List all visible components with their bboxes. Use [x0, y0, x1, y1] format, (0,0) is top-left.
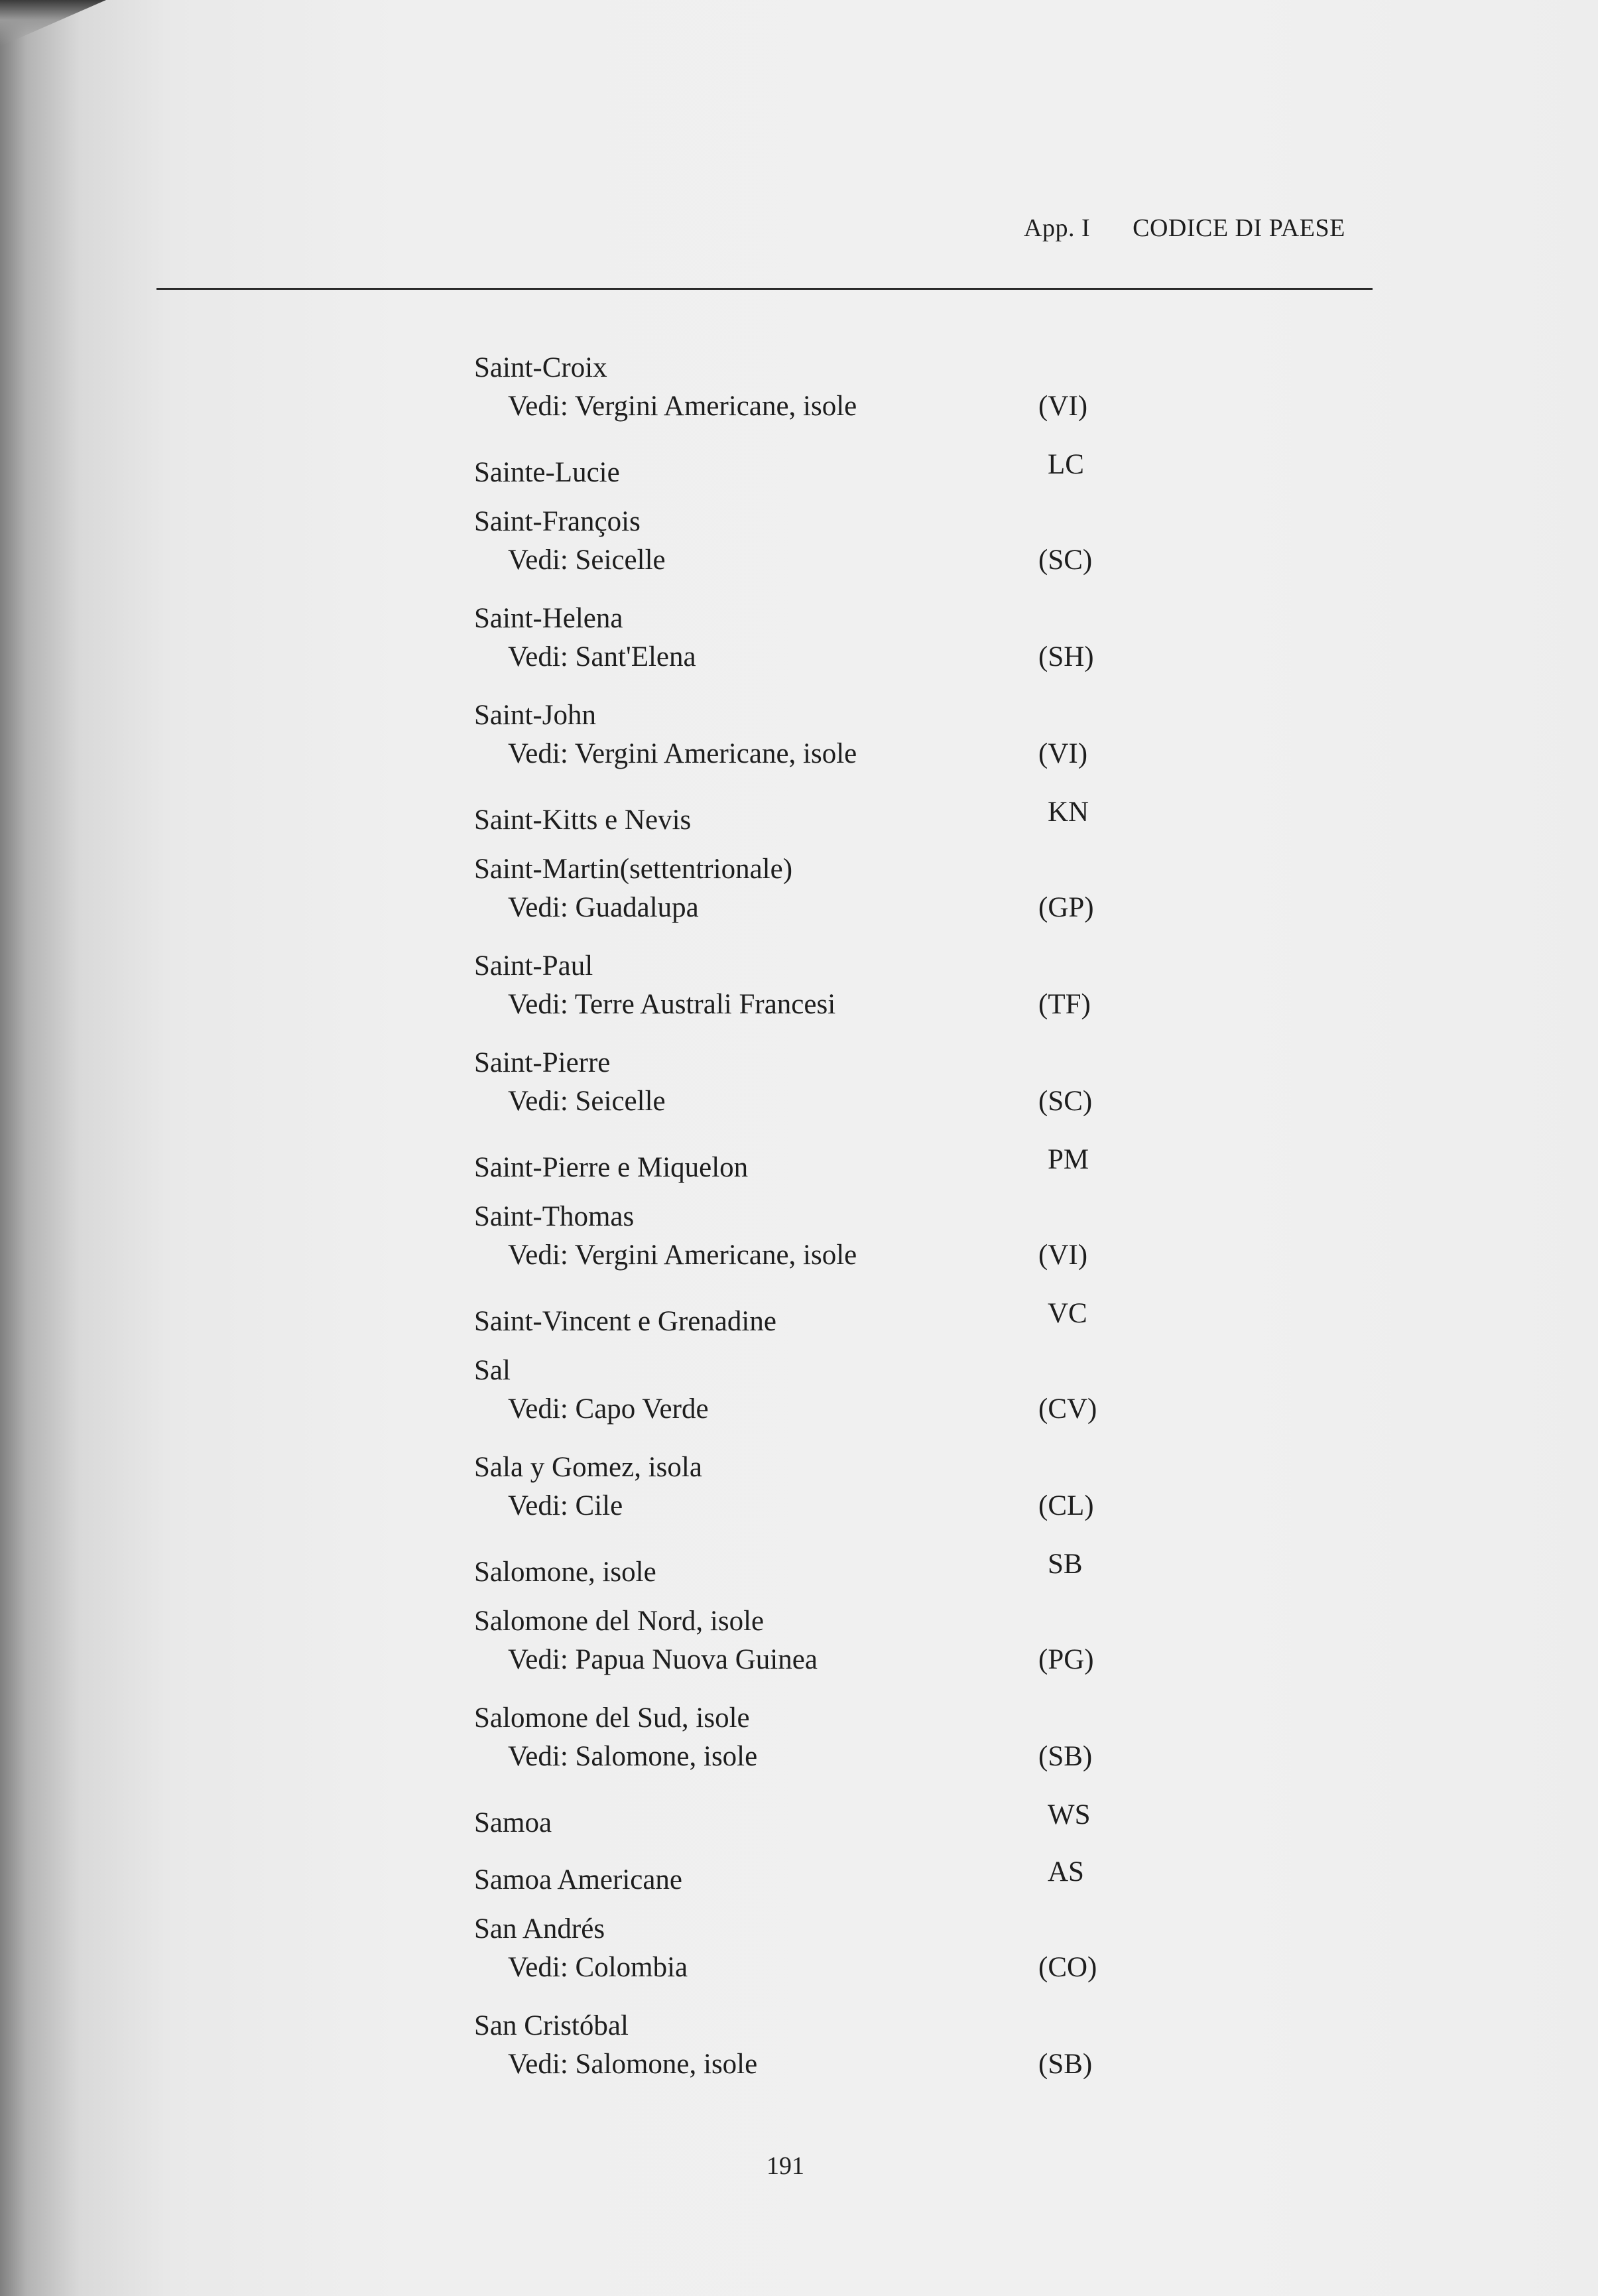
page-corner-shadow [0, 0, 106, 46]
country-name: Saint-Kitts e Nevis [474, 804, 692, 836]
country-code: (TF) [1038, 989, 1091, 1020]
cross-reference: Vedi: Seicelle [508, 544, 666, 576]
list-item [0, 2009, 1598, 2106]
country-code: (SH) [1038, 641, 1094, 672]
country-code: (SC) [1038, 544, 1093, 576]
list-item [0, 853, 1598, 950]
country-name: Saint-Pierre [474, 1047, 611, 1078]
country-code: (VI) [1038, 738, 1088, 769]
page-number: 191 [767, 2152, 804, 2180]
cross-reference: Vedi: Salomone, isole [508, 1741, 758, 1772]
cross-reference: Vedi: Seicelle [508, 1086, 666, 1117]
country-name: Sala y Gomez, isola [474, 1452, 702, 1483]
list-item [0, 1702, 1598, 1799]
cross-reference: Vedi: Sant'Elena [508, 641, 696, 672]
country-code: (SC) [1038, 1086, 1093, 1117]
country-name: San Andrés [474, 1913, 605, 1945]
list-item [0, 1856, 1598, 1913]
country-code: (PG) [1038, 1644, 1094, 1675]
country-name: Saint-Vincent e Grenadine [474, 1306, 776, 1337]
country-code: PM [1048, 1144, 1089, 1175]
list-item [0, 1047, 1598, 1143]
cross-reference: Vedi: Capo Verde [508, 1393, 709, 1425]
cross-reference: Vedi: Papua Nuova Guinea [508, 1644, 818, 1675]
country-code: LC [1048, 449, 1084, 480]
cross-reference: Vedi: Guadalupa [508, 892, 699, 923]
cross-reference: Vedi: Vergini Americane, isole [508, 391, 857, 422]
list-item [0, 1913, 1598, 2009]
country-name: Saint-Croix [474, 352, 607, 383]
list-item [0, 1297, 1598, 1354]
list-item [0, 1354, 1598, 1451]
list-item [0, 1143, 1598, 1200]
country-code: VC [1048, 1298, 1087, 1329]
list-item [0, 1200, 1598, 1297]
list-item [0, 1799, 1598, 1856]
cross-reference: Vedi: Vergini Americane, isole [508, 738, 857, 769]
country-name: Saint-François [474, 506, 641, 537]
country-name: Saint-Helena [474, 603, 623, 634]
country-name: Saint-Martin(settentrionale) [474, 854, 793, 885]
country-name: Samoa Americane [474, 1864, 683, 1895]
list-item [0, 505, 1598, 602]
country-code: (CO) [1038, 1952, 1097, 1983]
list-item [0, 1548, 1598, 1605]
country-code: (SB) [1038, 1741, 1093, 1772]
country-code: SB [1048, 1549, 1083, 1580]
running-title: CODICE DI PAESE [1133, 214, 1345, 242]
running-head [1024, 214, 1345, 243]
country-name: Saint-Thomas [474, 1201, 635, 1232]
country-name: Saint-Pierre e Miquelon [474, 1152, 749, 1183]
country-name: Salomone del Nord, isole [474, 1606, 765, 1637]
country-name: Sal [474, 1355, 511, 1386]
appendix-label: App. I [1024, 214, 1091, 242]
country-code: (VI) [1038, 391, 1088, 422]
cross-reference: Vedi: Terre Australi Francesi [508, 989, 836, 1020]
country-code: (VI) [1038, 1240, 1088, 1271]
list-item [0, 699, 1598, 796]
country-name: San Cristóbal [474, 2010, 629, 2041]
list-item [0, 351, 1598, 448]
country-name: Saint-John [474, 700, 596, 731]
country-code: (SB) [1038, 2049, 1093, 2080]
country-code: (CL) [1038, 1490, 1094, 1521]
country-name: Sainte-Lucie [474, 457, 620, 488]
country-code-list [0, 351, 1598, 2106]
country-code: WS [1048, 1799, 1091, 1830]
list-item [0, 602, 1598, 699]
list-item [0, 1605, 1598, 1702]
cross-reference: Vedi: Cile [508, 1490, 623, 1521]
country-code: AS [1048, 1856, 1084, 1887]
country-code: (CV) [1038, 1393, 1097, 1425]
list-item [0, 796, 1598, 853]
list-item [0, 448, 1598, 505]
list-item [0, 1451, 1598, 1548]
list-item [0, 950, 1598, 1047]
country-code: KN [1048, 797, 1089, 828]
cross-reference: Vedi: Salomone, isole [508, 2049, 758, 2080]
country-name: Samoa [474, 1807, 552, 1838]
header-rule [156, 288, 1373, 290]
cross-reference: Vedi: Vergini Americane, isole [508, 1240, 857, 1271]
country-code: (GP) [1038, 892, 1094, 923]
country-name: Salomone del Sud, isole [474, 1702, 750, 1734]
country-name: Salomone, isole [474, 1557, 656, 1588]
cross-reference: Vedi: Colombia [508, 1952, 688, 1983]
country-name: Saint-Paul [474, 950, 593, 982]
